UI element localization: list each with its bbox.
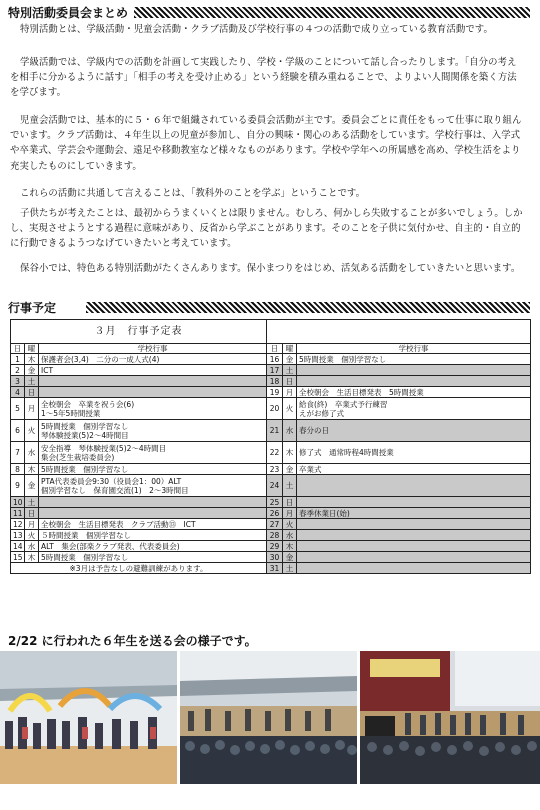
event-cell bbox=[297, 365, 531, 376]
day-cell: 22 bbox=[267, 442, 283, 464]
day-cell: 2 bbox=[11, 365, 25, 376]
event-photo-3 bbox=[360, 651, 540, 784]
weekday-cell: 日 bbox=[283, 376, 297, 387]
event-cell bbox=[297, 563, 531, 574]
event-cell: 5時間授業 個別学習なし bbox=[39, 464, 267, 475]
event-cell bbox=[39, 508, 267, 519]
weekday-cell: 木 bbox=[25, 464, 39, 475]
day-cell: 27 bbox=[267, 519, 283, 530]
section-title: 行事予定 bbox=[8, 300, 57, 315]
event-cell bbox=[297, 541, 531, 552]
section-header-photos bbox=[8, 631, 530, 649]
weekday-cell: 土 bbox=[25, 376, 39, 387]
event-cell: 保護者会(3,4) 二分の一成人式(4) bbox=[39, 354, 267, 365]
title-spacer bbox=[267, 320, 531, 344]
day-cell: 17 bbox=[267, 365, 283, 376]
section-header-special-activities bbox=[8, 3, 530, 21]
day-cell: 13 bbox=[11, 530, 25, 541]
day-cell: 8 bbox=[11, 464, 25, 475]
day-cell: 31 bbox=[267, 563, 283, 574]
event-cell bbox=[297, 497, 531, 508]
weekday-cell: 木 bbox=[25, 354, 39, 365]
weekday-cell: 土 bbox=[283, 563, 297, 574]
paragraph-children-ideas: 子供たちが考えたことは、最初からうまくいくとは限りません。むしろ、何かしら失敗することが多いでしょう。しかし、実現させようとする過程に意味があり、反省から学ぶことがあります。そのことを子供に気付かせ、自主的・自立的に行動できるようつなげていきたいと考えています。 bbox=[10, 208, 523, 250]
weekday-cell: 日 bbox=[283, 497, 297, 508]
section-header-schedule bbox=[8, 298, 530, 316]
event-cell bbox=[297, 376, 531, 387]
weekday-cell: 木 bbox=[283, 541, 297, 552]
day-cell: 11 bbox=[11, 508, 25, 519]
weekday-cell: 土 bbox=[283, 365, 297, 376]
header-day: 日 bbox=[267, 344, 283, 354]
schedule-table bbox=[10, 319, 531, 574]
weekday-cell: 日 bbox=[25, 387, 39, 398]
event-photo-1 bbox=[0, 651, 177, 784]
weekday-cell: 月 bbox=[25, 398, 39, 420]
header-weekday: 曜 bbox=[283, 344, 297, 354]
event-cell bbox=[297, 475, 531, 497]
day-cell: 7 bbox=[11, 442, 25, 464]
day-cell: 20 bbox=[267, 398, 283, 420]
weekday-cell: 木 bbox=[283, 442, 297, 464]
photo-strip bbox=[0, 651, 540, 784]
header-events: 学校行事 bbox=[39, 344, 267, 354]
day-cell: 4 bbox=[11, 387, 25, 398]
day-cell: 1 bbox=[11, 354, 25, 365]
schedule-title: ３月 行事予定表 bbox=[11, 320, 267, 344]
event-cell: 給食(終) 卒業式予行練習 えがお修了式 bbox=[297, 398, 531, 420]
weekday-cell: 月 bbox=[283, 508, 297, 519]
event-cell bbox=[297, 519, 531, 530]
weekday-cell: 日 bbox=[25, 508, 39, 519]
weekday-cell: 火 bbox=[25, 530, 39, 541]
event-cell: 春分の日 bbox=[297, 420, 531, 442]
weekday-cell: 火 bbox=[283, 519, 297, 530]
paragraph-common-point: これらの活動に共通して言えることは、「教科外のことを学ぶ」ということです。 bbox=[20, 188, 366, 199]
weekday-cell: 金 bbox=[283, 552, 297, 563]
paragraph-hoya: 保谷小では、特色ある特別活動がたくさんあります。保小まつりをはじめ、活気ある活動をしていきたいと思います。 bbox=[20, 263, 521, 274]
weekday-cell: 土 bbox=[283, 475, 297, 497]
event-cell: 全校朝会 生活目標発表 クラブ活動⑬ ICT bbox=[39, 519, 267, 530]
header-events: 学校行事 bbox=[297, 344, 531, 354]
day-cell: 6 bbox=[11, 420, 25, 442]
event-cell: ５時間授業 個別学習なし bbox=[39, 530, 267, 541]
day-cell: 14 bbox=[11, 541, 25, 552]
day-cell: 18 bbox=[267, 376, 283, 387]
event-cell: 5時間授業 個別学習なし bbox=[297, 354, 531, 365]
hatch-divider bbox=[134, 7, 530, 18]
weekday-cell: 水 bbox=[25, 541, 39, 552]
day-cell: 15 bbox=[11, 552, 25, 563]
weekday-cell: 水 bbox=[25, 442, 39, 464]
header-weekday: 曜 bbox=[25, 344, 39, 354]
day-cell: 5 bbox=[11, 398, 25, 420]
day-cell: 29 bbox=[267, 541, 283, 552]
hatch-divider bbox=[86, 302, 530, 313]
paragraph-intro: 特別活動とは、学級活動・児童会活動・クラブ活動及び学校行事の４つの活動で成り立っている教育活動です。 bbox=[20, 24, 494, 35]
event-cell: ALT 集会(部楽クラブ発表、代表委員会) bbox=[39, 541, 267, 552]
event-cell: 5時間授業 個別学習なし 琴体験授業(5)2～4時間目 bbox=[39, 420, 267, 442]
event-photo-2 bbox=[180, 651, 357, 784]
weekday-cell: 水 bbox=[283, 420, 297, 442]
weekday-cell: 月 bbox=[283, 387, 297, 398]
day-cell: 3 bbox=[11, 376, 25, 387]
header-day: 日 bbox=[11, 344, 25, 354]
day-cell: 24 bbox=[267, 475, 283, 497]
event-cell: 卒業式 bbox=[297, 464, 531, 475]
paragraph-council-activity: 児童会活動では、基本的に５・６年で組織されている委員会活動が主です。委員会ごとに責任をもって仕事に取り組んでいます。クラブ活動は、４年生以上の児童が参加し、自分の興味・関心のある活動をしています。学校行事は、入学式や卒業式、学芸会や運動会、遠足や移動教室など様々なものがあります。学校や学年への所属感を高め、学校生活をより充実したものにしていきます。 bbox=[10, 115, 522, 172]
weekday-cell: 金 bbox=[25, 365, 39, 376]
weekday-cell: 月 bbox=[25, 519, 39, 530]
weekday-cell: 火 bbox=[25, 420, 39, 442]
weekday-cell: 土 bbox=[25, 497, 39, 508]
day-cell: 25 bbox=[267, 497, 283, 508]
day-cell: 28 bbox=[267, 530, 283, 541]
event-cell bbox=[297, 552, 531, 563]
event-cell bbox=[39, 376, 267, 387]
weekday-cell: 金 bbox=[25, 475, 39, 497]
section-title: 2/22 に行われた６年生を送る会の様子です。 bbox=[8, 633, 257, 648]
event-cell bbox=[39, 497, 267, 508]
day-cell: 12 bbox=[11, 519, 25, 530]
weekday-cell: 水 bbox=[283, 530, 297, 541]
weekday-cell: 火 bbox=[283, 398, 297, 420]
day-cell: 19 bbox=[267, 387, 283, 398]
event-cell: PTA代表委員会9:30（役員会1：00）ALT 個別学習なし 保育園交流(1) 2～3時間目 bbox=[39, 475, 267, 497]
event-cell: 全校朝会 生活目標発表 5時間授業 bbox=[297, 387, 531, 398]
event-cell: 修了式 通常時程4時間授業 bbox=[297, 442, 531, 464]
weekday-cell: 金 bbox=[283, 354, 297, 365]
day-cell: 16 bbox=[267, 354, 283, 365]
day-cell: 10 bbox=[11, 497, 25, 508]
event-cell: 春季休業日(始) bbox=[297, 508, 531, 519]
event-cell: ICT bbox=[39, 365, 267, 376]
weekday-cell: 木 bbox=[25, 552, 39, 563]
event-cell bbox=[39, 387, 267, 398]
day-cell: 23 bbox=[267, 464, 283, 475]
day-cell: 26 bbox=[267, 508, 283, 519]
event-cell bbox=[297, 530, 531, 541]
event-cell: 全校朝会 卒業を祝う会(6) 1～5年5時間授業 bbox=[39, 398, 267, 420]
paragraph-class-activity: 学級活動では、学級内での活動を計画して実践したり、学校・学級のことについて話し合ったりします。「自分の考えを相手に分かるように話す」「相手の考えを受け止める」という経験を積み重ねることで、よりよい人間関係を築く方法を学びます。 bbox=[10, 57, 517, 99]
schedule-note: ※3月は予告なしの避難訓練があります。 bbox=[11, 563, 267, 574]
event-cell: 安全指導 琴体験授業(5)2～4時間目 集会(芝生栽培委員会) bbox=[39, 442, 267, 464]
day-cell: 30 bbox=[267, 552, 283, 563]
weekday-cell: 金 bbox=[283, 464, 297, 475]
section-title: 特別活動委員会まとめ bbox=[8, 5, 129, 20]
event-cell: 5時間授業 個別学習なし bbox=[39, 552, 267, 563]
day-cell: 9 bbox=[11, 475, 25, 497]
day-cell: 21 bbox=[267, 420, 283, 442]
